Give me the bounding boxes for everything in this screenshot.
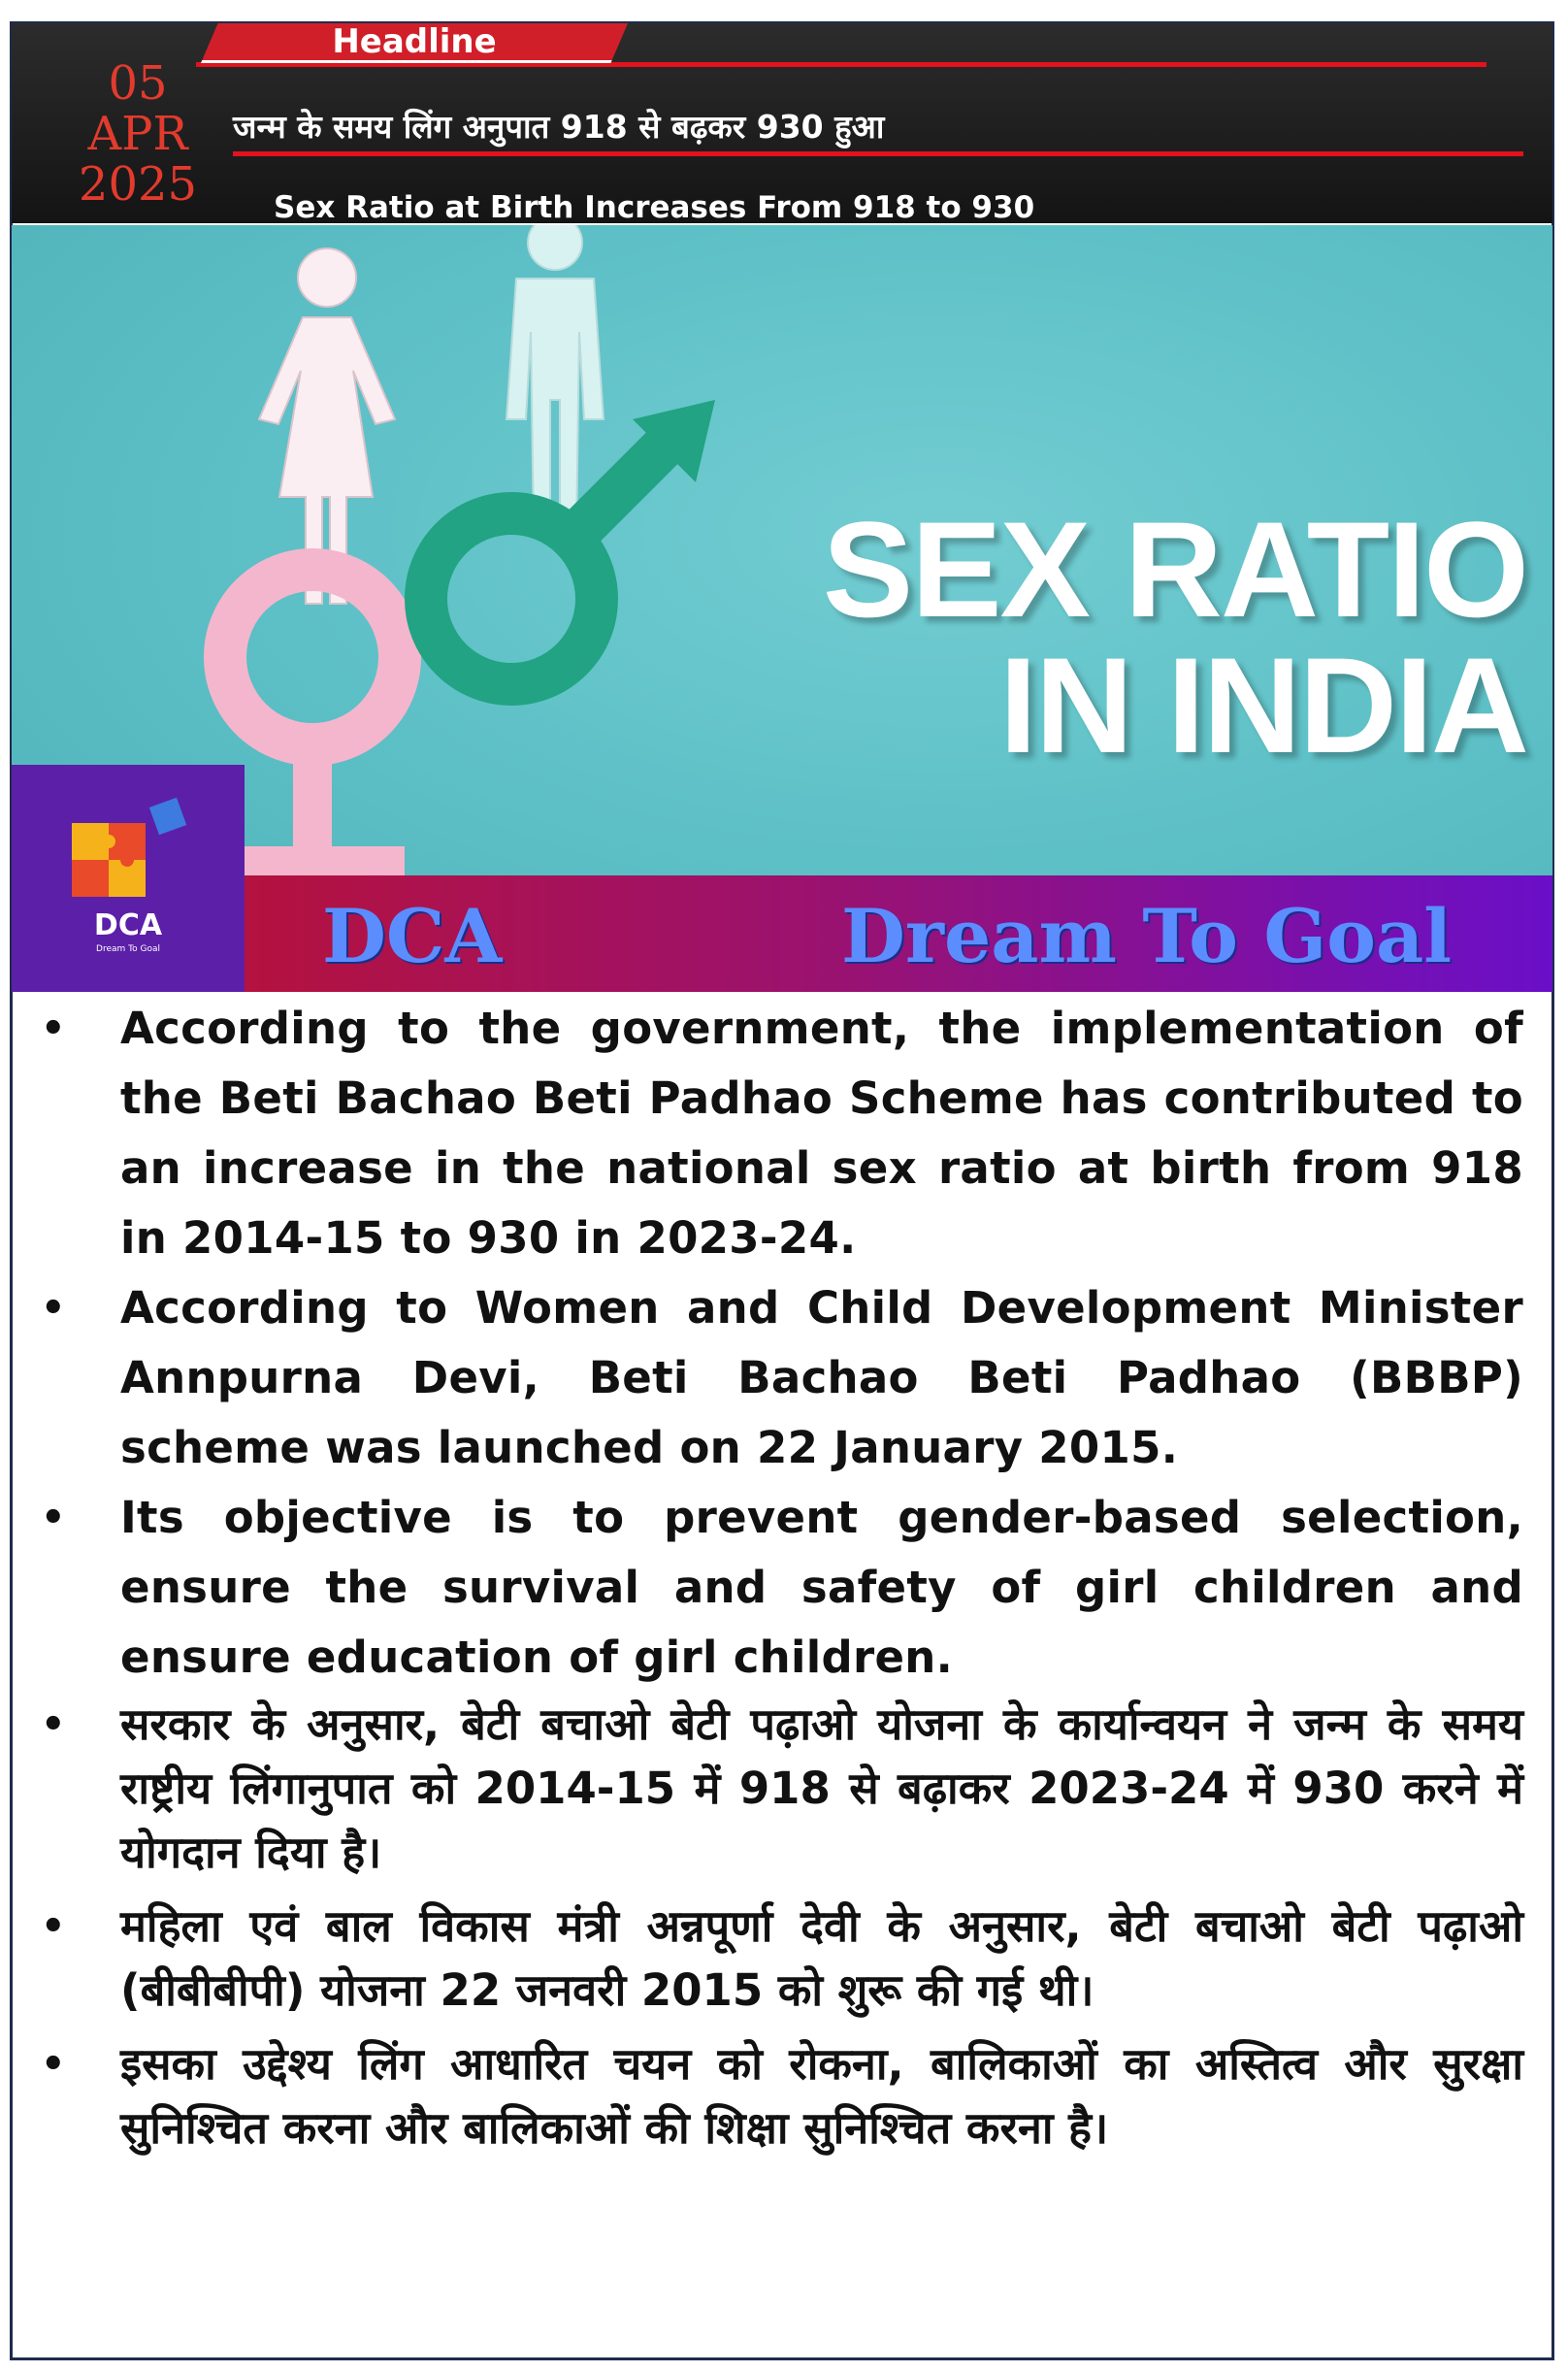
banner-brand-name: DCA — [322, 893, 503, 979]
list-item — [39, 1693, 1523, 1885]
bullet-dot: • — [41, 1006, 66, 1051]
headline-header — [12, 23, 1552, 223]
hero-title — [822, 493, 1527, 781]
hero-title-line1: SEX RATIO — [822, 493, 1527, 645]
male-figure-icon — [506, 225, 604, 536]
logo-text: DCA — [93, 908, 163, 942]
banner-tagline: Dream To Goal — [841, 893, 1453, 979]
bullet-list — [39, 994, 1523, 2160]
date-block — [41, 56, 235, 212]
bullet-text: इसका उद्देश्य लिंग आधारित चयन को रोकना, बालिकाओं का अस्तित्व और सुरक्षा सुनिश्चित करना और बालिकाओं की शिक्षा सुनिश्चित करना है। — [120, 2038, 1523, 2154]
bullet-text: महिला एवं बाल विकास मंत्री अन्नपूर्णा देवी के अनुसार, बेटी बचाओ बेटी पढ़ाओ (बीबीबीपी) योजना 22 जनवरी 2015 को शुरू की गई थी। — [120, 1900, 1523, 2016]
bullet-text: Its objective is to prevent gender-based selection, ensure the survival and safety of girl children and ensure education of girl children. — [120, 1492, 1523, 1683]
list-item — [39, 2032, 1523, 2160]
list-item — [39, 1483, 1523, 1693]
bullet-dot: • — [41, 1904, 66, 1949]
bullet-text: According to Women and Child Development Minister Annpurna Devi, Beti Bachao Beti Padhao (BBBP) scheme was launched on 22 January 2015. — [120, 1282, 1523, 1473]
puzzle-logo-icon — [12, 765, 245, 910]
header-middle-rule — [233, 151, 1523, 156]
bullet-dot: • — [41, 1496, 66, 1540]
hero-title-line2: IN INDIA — [999, 629, 1527, 781]
list-item — [39, 1895, 1523, 2023]
hindi-headline: जन्म के समय लिंग अनुपात 918 से बढ़कर 930 हुआ — [233, 108, 885, 146]
headline-label: Headline — [332, 23, 497, 61]
dca-logo — [12, 765, 245, 992]
list-item — [39, 1273, 1523, 1483]
english-headline: Sex Ratio at Birth Increases From 918 to 930 — [274, 190, 1035, 223]
date-year: 2025 — [78, 157, 198, 212]
list-item — [39, 994, 1523, 1273]
hero-image — [12, 225, 1552, 992]
bullet-dot: • — [41, 1286, 66, 1331]
bullet-text: According to the government, the implementation of the Beti Bachao Beti Padhao Scheme has contributed to an increase in the national sex ratio at birth from 918 in 2014-15 to 930 in 2023-24. — [120, 1003, 1523, 1264]
date-month: APR — [87, 107, 188, 161]
bullet-dot: • — [41, 1702, 66, 1747]
brand-banner — [245, 875, 1552, 992]
date-day: 05 — [108, 56, 168, 111]
logo-tagline: Dream To Goal — [96, 944, 160, 954]
bullet-dot: • — [41, 2042, 66, 2087]
bullet-text: सरकार के अनुसार, बेटी बचाओ बेटी पढ़ाओ योजना के कार्यान्वयन ने जन्म के समय राष्ट्रीय लिंगानुपात को 2014-15 में 918 से बढ़ाकर 2023-24 में 930 करने में योगदान दिया है। — [120, 1698, 1523, 1878]
